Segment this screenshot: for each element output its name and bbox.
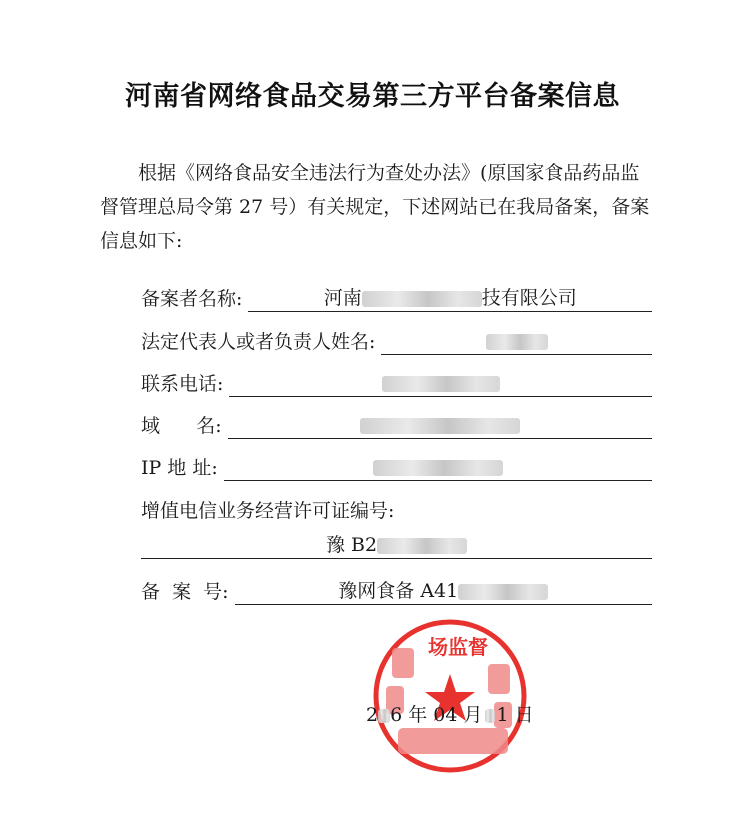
issue-date — [366, 700, 534, 727]
record-value — [235, 578, 652, 605]
license-value-prefix: 豫 B2 — [325, 534, 378, 556]
domain-label: 域 名: — [141, 415, 222, 437]
license-label: 增值电信业务经营许可证编号: — [141, 500, 395, 522]
ip-label: IP 地 址: — [141, 457, 218, 479]
redaction-blur — [382, 376, 500, 392]
phone-row — [141, 367, 652, 397]
license-value — [141, 532, 652, 559]
record-value-prefix: 豫网食备 A41 — [338, 580, 459, 602]
registrant-value — [248, 285, 652, 312]
record-row — [141, 575, 652, 605]
redaction-blur — [458, 584, 548, 600]
legal-rep-label: 法定代表人或者负责人姓名: — [141, 331, 376, 353]
license-label-row — [141, 494, 652, 524]
redaction-blur — [378, 709, 390, 723]
redaction-blur — [377, 538, 467, 554]
registrant-row — [141, 282, 652, 312]
date-month: 04 月 — [427, 704, 483, 726]
redaction-blur — [486, 334, 548, 350]
phone-value — [229, 370, 652, 397]
record-label: 备 案 号: — [141, 581, 229, 603]
registrant-label: 备案者名称: — [141, 288, 243, 310]
legal-rep-row — [141, 325, 652, 355]
date-prefix: 2 — [366, 704, 379, 726]
intro-paragraph: 根据《网络食品安全违法行为查处办法》(原国家食品药品监督管理总局令第 27 号）有关规定，下述网站已在我局备案，备案信息如下: — [100, 162, 650, 252]
redaction-blur — [360, 418, 520, 434]
registrant-value-prefix: 河南 — [323, 287, 362, 309]
date-year-tail: 6 年 — [390, 704, 428, 726]
registrant-value-suffix: 技有限公司 — [481, 287, 577, 309]
legal-rep-value — [381, 328, 652, 355]
phone-label: 联系电话: — [141, 373, 224, 395]
ip-row — [141, 451, 652, 481]
redaction-blur — [485, 709, 495, 723]
redaction-blur — [373, 460, 503, 476]
page-title: 河南省网络食品交易第三方平台备案信息 — [125, 81, 620, 112]
domain-value — [228, 412, 652, 439]
seal-text-top: 场监督 — [428, 635, 488, 659]
redaction-blur — [362, 291, 482, 307]
ip-value — [224, 454, 652, 481]
date-day-tail: 1 日 — [496, 704, 534, 726]
domain-row — [141, 409, 652, 439]
